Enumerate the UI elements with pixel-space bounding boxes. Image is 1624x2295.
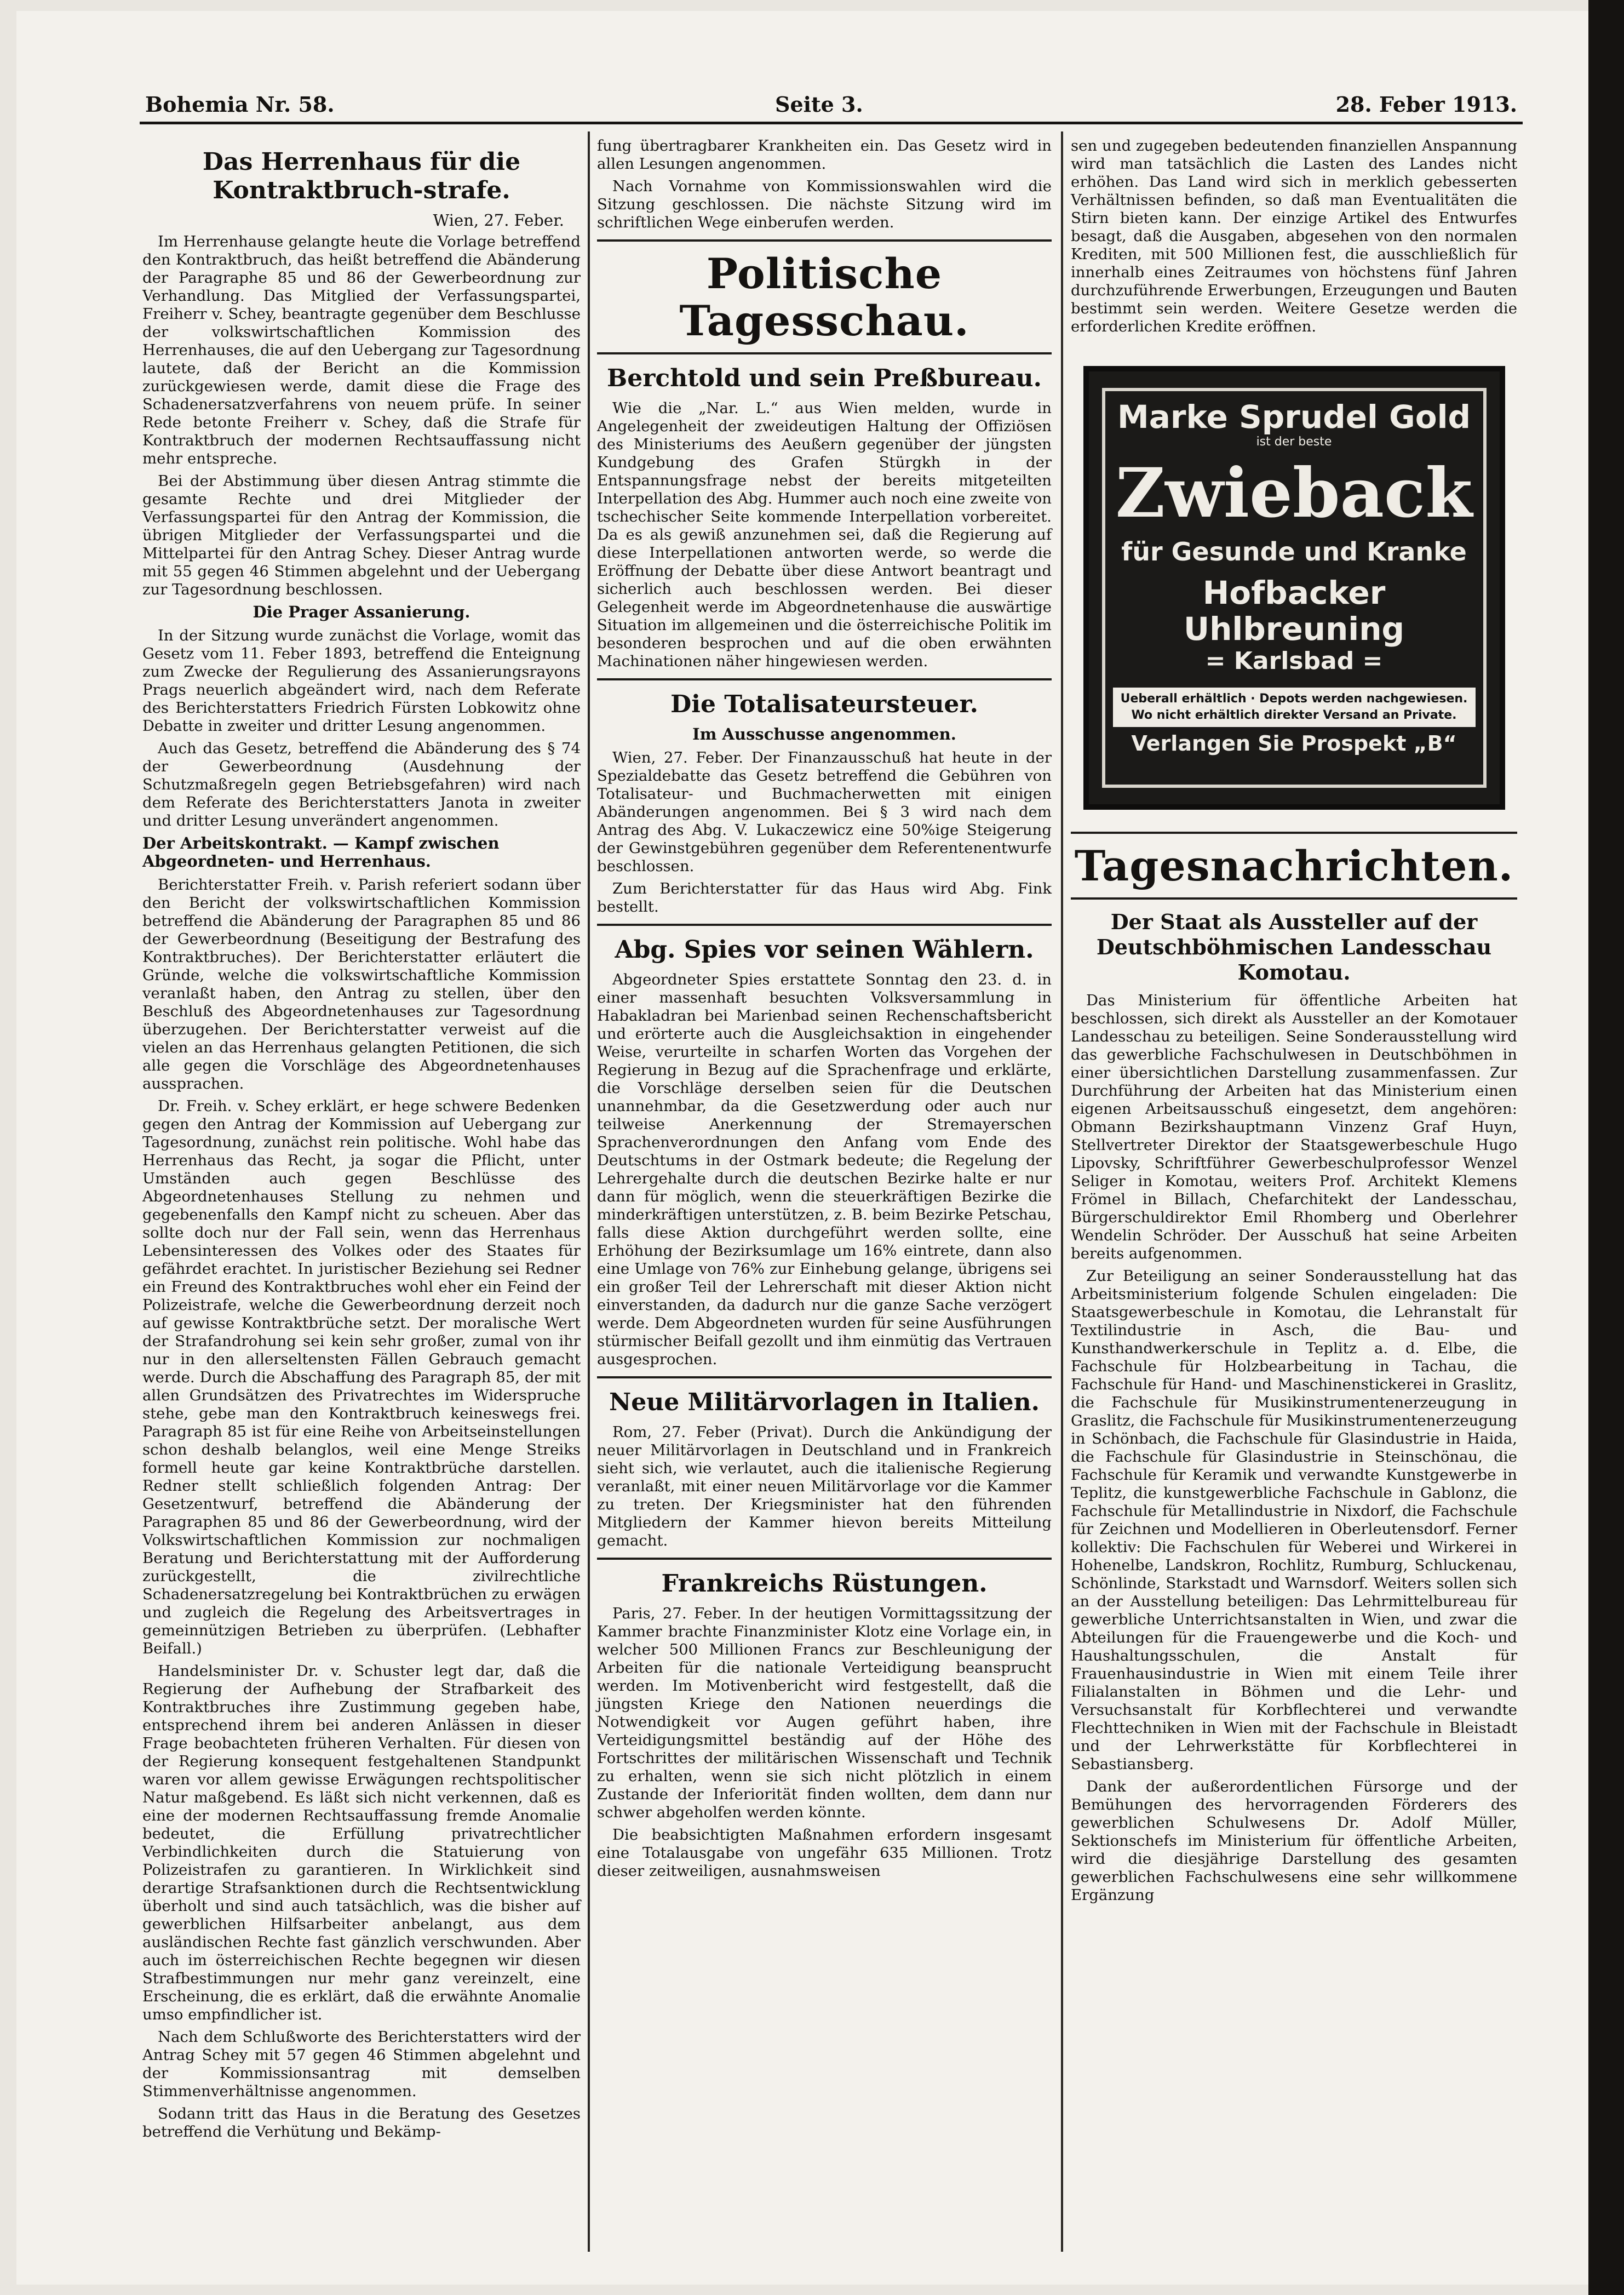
paragraph: Zum Berichterstatter für das Haus wird Abg. Fink bestellt. [597, 880, 1052, 915]
ad-brand: Marke Sprudel Gold [1117, 398, 1471, 436]
paragraph: Abgeordneter Spies erstattete Sonntag den 23. d. in einer massenhaft besuchten Volksversammlung in Habakladran bei Marienbad seinen Rechenschaftsbericht und erörterte auch die Ausgleichsaktion in eingehender Weise, verurteilte in scharfen Worten das Vorgehen der Regierung in Bezug auf die Sprachenfrage und erklärte, die Vorschläge derselben seien für die Deutschen unannehmbar, da die Gesetzwerdung oder auch nur teilweise Anerkennung der Stremayerschen Sprachenverordnungen den Anfang vom Ende des Deutschtums in der Ostmark bedeute; die Regelung der Lehrergehalte durch die deutschen Bezirke halte er nur dann für möglich, wenn die steuerkräftigen Bezirke die minderkräftigen unterstützen, z. B. beim Bezirke Petschau, falls diese Aktion durchgeführt werden sollte, eine Erhöhung der Bezirksumlage um 16% eintrete, dann also eine Umlage von 76% zur Einhebung gelange, übrigens sei ein großer Teil der Lehrerschaft mit dieser Aktion nicht einverstanden, da dadurch nur die ganze Sache verzögert werde. Dem Abgeordneten wurden für seine Ausführungen stürmischer Beifall gezollt und ihm einmütig das Vertrauen ausgesprochen. [597, 971, 1052, 1368]
section-rule [597, 239, 1052, 242]
column-divider [1061, 131, 1063, 2252]
scan-edge [1588, 0, 1624, 2295]
section-rule [597, 678, 1052, 680]
paragraph: fung übertragbarer Krankheiten ein. Das Gesetz wird in allen Lesungen angenommen. [597, 137, 1052, 173]
ad-tagline: ist der beste [1256, 435, 1332, 449]
zwieback-advertisement [1083, 366, 1505, 810]
article-title: Neue Militärvorlagen in Italien. [609, 1388, 1040, 1416]
subheading: Der Arbeitskontrakt. — Kampf zwischen Abgeordneten- und Herrenhaus. [142, 834, 500, 871]
column-1 [142, 137, 581, 2145]
dateline: Wien, 27. Feber. [433, 211, 564, 230]
ad-audience: für Gesunde und Kranke [1121, 537, 1467, 566]
subheading: Die Prager Assanierung. [253, 603, 470, 621]
section-rule [597, 352, 1052, 354]
article-title: Abg. Spies vor seinen Wählern. [615, 936, 1034, 964]
ad-location: = Karlsbad = [1205, 647, 1383, 675]
paragraph: Nach dem Schlußworte des Berichterstatters wird der Antrag Schey mit 57 gegen 46 Stimmen abgelehnt und der Kommissionsantrag mit demselben Stimmenverhältnisse angenommen. [142, 2028, 581, 2100]
paragraph: Sodann tritt das Haus in die Beratung des Gesetzes betreffend die Verhütung und Bekämp- [142, 2105, 581, 2141]
article-title: Das Herrenhaus für die Kontraktbruch-strafe. [202, 148, 521, 204]
column-2 [597, 137, 1052, 1885]
article-title: Der Staat als Aussteller auf der Deutschböhmischen Landesschau Komotau. [1096, 909, 1492, 985]
paragraph: Zur Beteiligung an seiner Sonderausstellung hat das Arbeitsministerium folgende Schulen eingeladen: Die Staatsgewerbeschule in Komotau, die Lehranstalt für Textilindustrie in Asch, die Bau- und Kunsthandwerkerschule in Teplitz a. d. Elbe, die Fachschule für Holzbearbeitung in Tachau, die Fachschule für Hand- und Maschinenstickerei in Graslitz, die Fachschule für Musikinstrumentenerzeugung in Graslitz, die Fachschule für Musikinstrumentenerzeugung in Schönbach, die Fachschule für Glasindustrie in Haida, die Fachschule für Glasindustrie in Steinschönau, die Fachschule für Keramik und verwandte Kunstgewerbe in Teplitz, die kunstgewerbliche Fachschule in Gablonz, die Fachschule für Metallindustrie in Nixdorf, die Fachschule für Zeichnen und Modellieren in Oberleutensdorf. Ferner kollektiv: Die Fachschulen für Weberei und Wirkerei in Hohenelbe, Landskron, Rochlitz, Rumburg, Schluckenau, Schönlinde, Starkstadt und Warnsdorf. Weiters sollen sich an der Ausstellung beteiligen: Das Lehrmittelbureau für gewerbliche Unterrichtsanstalten in Wien, und zwar die Abteilungen für die Frauengewerbe und die Koch- und Haushaltungsschulen, die Anstalt für Frauenhausindustrie in Wien mit einem Teile ihrer Filialanstalten in Böhmen und die Lehr- und Versuchsanstalt für Korbflechterei und verwandte Flechttechniken in Wien mit der Fachschule in Bleistadt und der Lehrwerkstätte für Korbflechterei in Sebastiansberg. [1071, 1267, 1517, 1773]
page-header [145, 92, 1517, 124]
section-masthead: Tagesnachrichten. [1074, 842, 1514, 890]
header-right: 28. Feber 1913. [1335, 92, 1517, 117]
section-masthead: Politische Tagesschau. [679, 249, 969, 345]
ad-availability: Ueberall erhältlich · Depots werden nachgewiesen. Wo nicht erhältlich direkter Versand an Private. [1113, 688, 1476, 727]
paragraph: Wien, 27. Feber. Der Finanzausschuß hat heute in der Spezialdebatte das Gesetz betreffend die Gebühren von Totalisateur- und Buchmacherwetten mit einigen Abänderungen angenommen. Bei § 3 wird nach dem Antrag des Abg. V. Lukaczewicz eine 50%ige Steigerung der Gewinstgebühren gegenüber dem Referentenentwurfe beschlossen. [597, 749, 1052, 875]
article-title: Die Totalisateursteuer. [670, 690, 978, 718]
paragraph: Dank der außerordentlichen Fürsorge und der Bemühungen des hervorragenden Förderers des gewerblichen Schulwesens Dr. Adolf Müller, Sektionschefs im Ministerium für öffentliche Arbeiten, wird die diesjährige Darstellung des gesamten gewerblichen Fachschulwesens eine sehr willkommene Ergänzung [1071, 1778, 1517, 1904]
section-rule [1071, 897, 1517, 900]
paragraph: Auch das Gesetz, betreffend die Abänderung des § 74 der Gewerbeordnung (Ausdehnung der Schutzmaßregeln gegen Betriebsgefahren) wird nach dem Referate des Berichterstatters Janota in zweiter und dritter Lesung unverändert angenommen. [142, 740, 581, 829]
section-rule [1071, 832, 1517, 834]
paragraph: Die beabsichtigten Maßnahmen erfordern insgesamt eine Totalausgabe von ungefähr 635 Millionen. Trotz dieser zeitweiligen, ausnahmsweisen [597, 1826, 1052, 1880]
paragraph: Das Ministerium für öffentliche Arbeiten hat beschlossen, sich direkt als Aussteller an der Komotauer Landesschau zu beteiligen. Seine Sonderausstellung wird das gewerbliche Fachschulwesen in Deutschböhmen in einer übersichtlichen Darstellung zusammenfassen. Zur Durchführung der Arbeiten hat das Ministerium einen eigenen Arbeitsausschuß eingesetzt, dem angehören: Obmann Bezirkshauptmann Vinzenz Graf Huyn, Stellvertreter Direktor der Staatsgewerbeschule Hugo Lipovsky, Schriftführer Gewerbeschulprofessor Wenzel Seliger in Komotau, weiters Prof. Architekt Klemens Frömel in Billach, Chefarchitekt der Landesschau, Bürgerschuldirektor Emil Rhomberg und Oberlehrer Wendelin Schröder. Der Ausschuß hat seine Arbeiten bereits aufgenommen. [1071, 992, 1517, 1262]
header-center: Seite 3. [775, 92, 863, 117]
section-rule [597, 1376, 1052, 1378]
paragraph: Paris, 27. Feber. In der heutigen Vormittagssitzung der Kammer brachte Finanzminister Klotz eine Vorlage ein, in welcher 500 Millionen Francs zur Beschleunigung der Arbeiten für die nationale Verteidigung beansprucht werden. Im Motivenbericht wird festgestellt, daß die jüngsten Kriege den Nationen neuerdings die Notwendigkeit vor Augen geführt haben, ihre Verteidigungsmittel beständig auf der Höhe des Fortschrittes der militärischen Wissenschaft und Technik zu erhalten, wenn sie sich nicht plötzlich in einem Zustande der Inferiorität finden wollten, dem dann nur schwer abgeholfen werden könnte. [597, 1605, 1052, 1821]
article-title: Berchtold und sein Preßbureau. [607, 364, 1042, 392]
paragraph: Wie die „Nar. L.“ aus Wien melden, wurde in Angelegenheit der zweideutigen Haltung der Offiziösen des Ministeriums des Aeußern gegenüber der jüngsten Kundgebung des Grafen Stürgkh in der Entspannungsfrage nebst der bereits mitgeteilten Interpellation des Abg. Hummer auch noch eine zweite von tschechischer Seite kommende Interpellation vorbereitet. Da es als gewiß anzunehmen sei, daß die Regierung auf diese Interpellationen antworten werde, so werde die Eröffnung der Debatte über diese Antwort beantragt und sicherlich auch beschlossen werden. Bei dieser Gelegenheit werde im Abgeordnetenhause die auswärtige Situation im allgemeinen und die österreichische Politik im besonderen besprochen und auf die oben erwähnten Machinationen näher hingewiesen werden. [597, 399, 1052, 670]
paragraph: Rom, 27. Feber (Privat). Durch die Ankündigung der neuer Militärvorlagen in Deutschland und in Frankreich sieht sich, wie verlautet, auch die italienische Regierung veranlaßt, mit einer neuen Militärvorlage vor die Kammer zu treten. Der Kriegsminister hat den führenden Mitgliedern der Kammer hievon bereits Mitteilung gemacht. [597, 1423, 1052, 1549]
paragraph: Bei der Abstimmung über diesen Antrag stimmte die gesamte Rechte und drei Mitglieder der Verfassungspartei für den Antrag der Kommission, die übrigen Mitglieder der Verfassungspartei und die Mittelpartei für den Antrag Schey. Dieser Antrag wurde mit 55 gegen 46 Stimmen abgelehnt und der Uebergang zur Tagesordnung beschlossen. [142, 472, 581, 598]
paragraph: Berichterstatter Freih. v. Parish referiert sodann über den Bericht der volkswirtschaftlichen Kommission betreffend die Abänderung der Paragraphen 85 und 86 der Gewerbeordnung (Beseitigung der Bestrafung des Kontraktbruches). Der Berichterstatter erläutert die Gründe, welche die volkswirtschaftliche Kommission veranlaßt haben, den Antrag zu stellen, über den Beschluß des Abgeordnetenhauses zur Tagesordnung überzugehen. Der Berichterstatter verweist auf die vielen an das Herrenhaus gelangten Petitionen, die sich alle gegen die Vorschläge des Abgeordnetenhauses aussprachen. [142, 876, 581, 1092]
paragraph: Im Herrenhause gelangte heute die Vorlage betreffend den Kontraktbruch, das heißt betreffend die Abänderung der Paragraphe 85 und 86 der Gewerbeordnung zur Verhandlung. Das Mitglied der Verfassungspartei, Freiherr v. Schey, beantragte gegenüber dem Beschlusse der volkswirtschaftlichen Kommission des Herrenhauses, die auf den Uebergang zur Tagesordnung lautete, daß der Bericht an die Kommission zurückgewiesen werde, damit diese die Frage des Schadenersatzverfahrens von neuem prüfe. In seiner Rede betonte Freiherr v. Schey, daß die Strafe für Kontraktbruch der modernen Rechtsauffassung nicht mehr entspreche. [142, 233, 581, 467]
section-rule [597, 924, 1052, 926]
paragraph: Nach Vornahme von Kommissionswahlen wird die Sitzung geschlossen. Die nächste Sitzung wird im schriftlichen Wege einberufen werden. [597, 178, 1052, 231]
paragraph: Handelsminister Dr. v. Schuster legt dar, daß die Regierung der Aufhebung der Strafbarkeit des Kontraktbruches ihre Zustimmung gegeben habe, entsprechend ihrem bei anderen Anlässen in dieser Frage beobachteten früheren Verhalten. Für diesen von der Regierung konsequent festgehaltenen Standpunkt waren vor allem gewisse Erwägungen rechtspolitischer Natur maßgebend. Es läßt sich nicht verkennen, daß es eine der modernen Rechtsauffassung fremde Anomalie bedeutet, die Erfüllung privatrechtlicher Verbindlichkeiten durch die Statuierung von Polizeistrafen zu garantieren. In Wirklichkeit sind derartige Strafsanktionen durch die Rechtsentwicklung überholt und sind auch tatsächlich, was die bisher auf gewerblichen Hilfsarbeiter anbelangt, aus dem ausländischen Rechte fast gänzlich verschwunden. Aber auch im österreichischen Rechte begegnen wir diesen Strafbestimmungen nur mehr ganz vereinzelt, eine Erscheinung, die es erklärt, daß die erwähnte Anomalie umso empfindlicher ist. [142, 1662, 581, 2023]
column-divider [588, 131, 590, 2252]
paragraph: sen und zugegeben bedeutenden finanziellen Anspannung wird man tatsächlich die Lasten des Landes nicht erhöhen. Das Land wird sich in merklich gebesserten Verhältnissen befinden, so daß man Eventualitäten die Stirn bieten kann. Der einzige Artikel des Entwurfes besagt, daß die Ausgaben, abgesehen von den normalen Krediten, mit 500 Millionen fest, die ausschließlich für innerhalb eines Zeitraumes von höchstens fünf Jahren durchzuführende Erwerbungen, Erzeugungen und Bauten bestimmt sein werden. Weitere Gesetze werden die erforderlichen Kredite eröffnen. [1071, 137, 1517, 335]
paragraph: Dr. Freih. v. Schey erklärt, er hege schwere Bedenken gegen den Antrag der Kommission auf Uebergang zur Tagesordnung, zunächst rein politische. Wohl habe das Herrenhaus das Recht, ja sogar die Pflicht, unter Umständen auch gegen Beschlüsse des Abgeordnetenhauses Stellung zu nehmen und gegebenenfalls den Kampf nicht zu scheuen. Aber das sollte doch nur der Fall sein, wenn das Herrenhaus Lebensinteressen des Volkes oder des Staates für gefährdet erachtet. In juristischer Beziehung sei Redner ein Freund des Kontraktbruches wohl eher ein Feind der Polizeistrafe, welche die Gewerbeordnung derzeit noch auf gewisse Kontraktbrüche setzt. Der moralische Wert der Strafandrohung sei kein sehr großer, zumal von ihr nur in den allerseltensten Fällen Gebrauch gemacht werde. Durch die Abschaffung des Paragraph 85, der mit allen Grundsätzen des Privatrechtes im Widerspruche stehe, gebe man den Kontraktbruch keineswegs frei. Paragraph 85 ist für eine Reihe von Arbeitseinstellungen schon deshalb belanglos, weil eine Menge Streiks formell heute gar keine Kontraktbrüche darstellen. Redner stellt schließlich folgenden Antrag: Der Gesetzentwurf, betreffend die Abänderung der Paragraphen 85 und 86 der Gewerbeordnung, wird der Volkswirtschaftlichen Kommission zur nochmaligen Beratung und Berichterstattung mit der Aufforderung zurückgestellt, die zivilrechtliche Schadenersatzregelung bei Kontraktbrüchen zu erwägen und zugleich die Regelung des Arbeitsvertrages in gemeinnützigen Betrieben zu überprüfen. (Lebhafter Beifall.) [142, 1097, 581, 1657]
advertisement-frame [1102, 388, 1487, 788]
subheading: Im Ausschusse angenommen. [692, 725, 956, 743]
ad-prospectus: Verlangen Sie Prospekt „B“ [1131, 731, 1457, 756]
header-left: Bohemia Nr. 58. [145, 92, 335, 117]
paragraph: In der Sitzung wurde zunächst die Vorlage, womit das Gesetz vom 11. Feber 1893, betreffend die Enteignung zum Zwecke der Regulierung des Assanierungsrayons Prags neuerlich abgeändert wird, nach dem Referate des Berichterstatters Friedrich Fürsten Lobkowitz ohne Debatte in zweiter und dritter Lesung angenommen. [142, 627, 581, 735]
column-3 [1071, 137, 1517, 1909]
header-rule [140, 122, 1523, 124]
ad-maker: Hofbacker Uhlbreuning [1184, 574, 1404, 648]
ad-product: Zwieback [1115, 454, 1473, 533]
article-title: Frankreichs Rüstungen. [661, 1570, 988, 1598]
section-rule [597, 1558, 1052, 1560]
